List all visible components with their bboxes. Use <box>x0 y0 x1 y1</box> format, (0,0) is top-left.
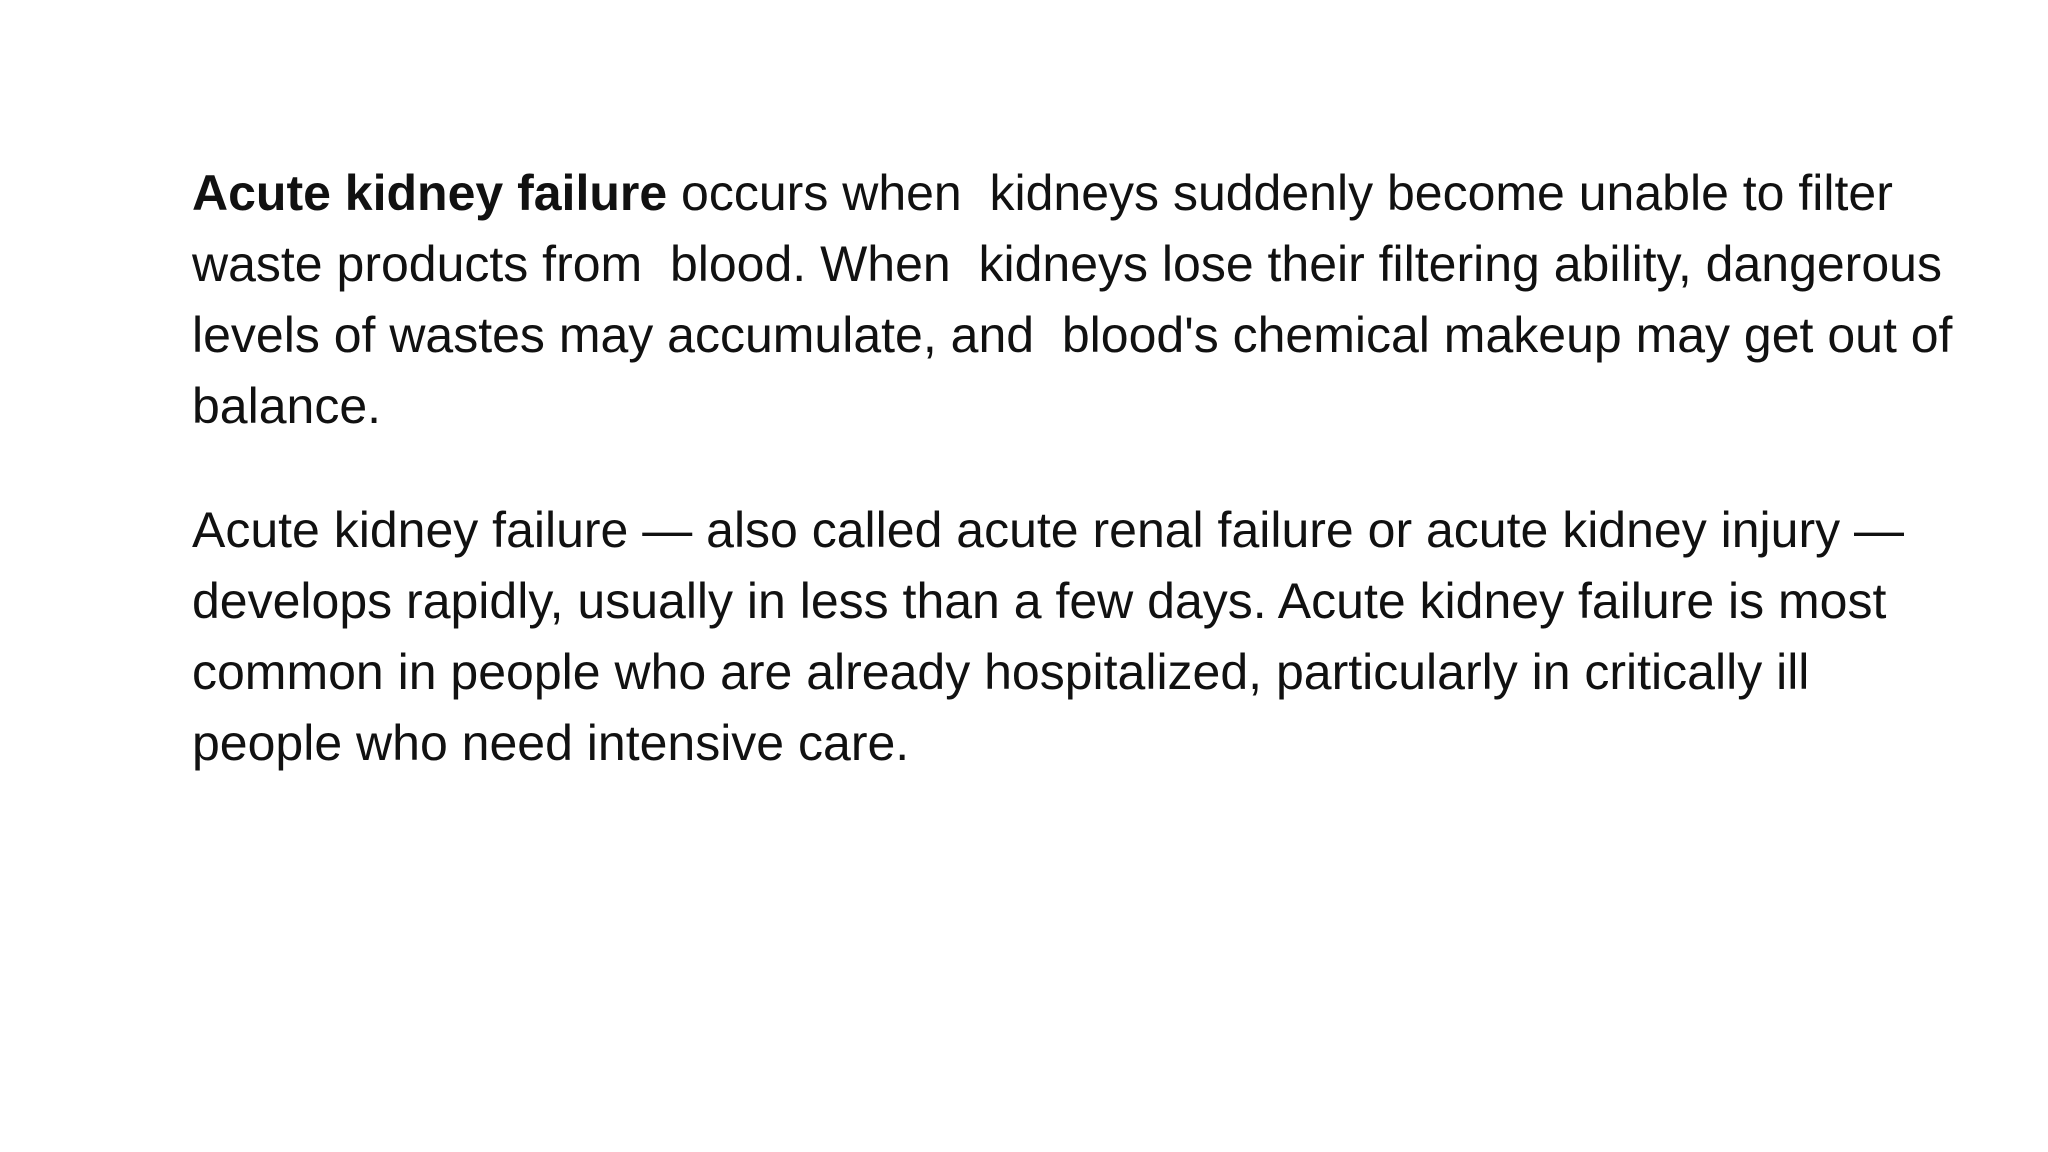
paragraph-definition <box>192 158 1972 442</box>
slide-body <box>192 158 1972 779</box>
paragraph-text: occurs when kidneys suddenly become unable to filter waste products from blood. When kidneys lose their filtering ability, dangerous levels of wastes may accumulate, and blood's chemical makeup may get out of balance. <box>192 165 1967 434</box>
paragraph-lead-term: Acute kidney failure <box>192 165 668 221</box>
paragraph-description <box>192 495 1972 779</box>
paragraph-text: Acute kidney failure — also called acute renal failure or acute kidney injury — develops rapidly, usually in less than a few days. Acute kidney failure is most common in people who are already hospitalized, particularly in critically ill people who need intensive care. <box>192 502 1918 771</box>
